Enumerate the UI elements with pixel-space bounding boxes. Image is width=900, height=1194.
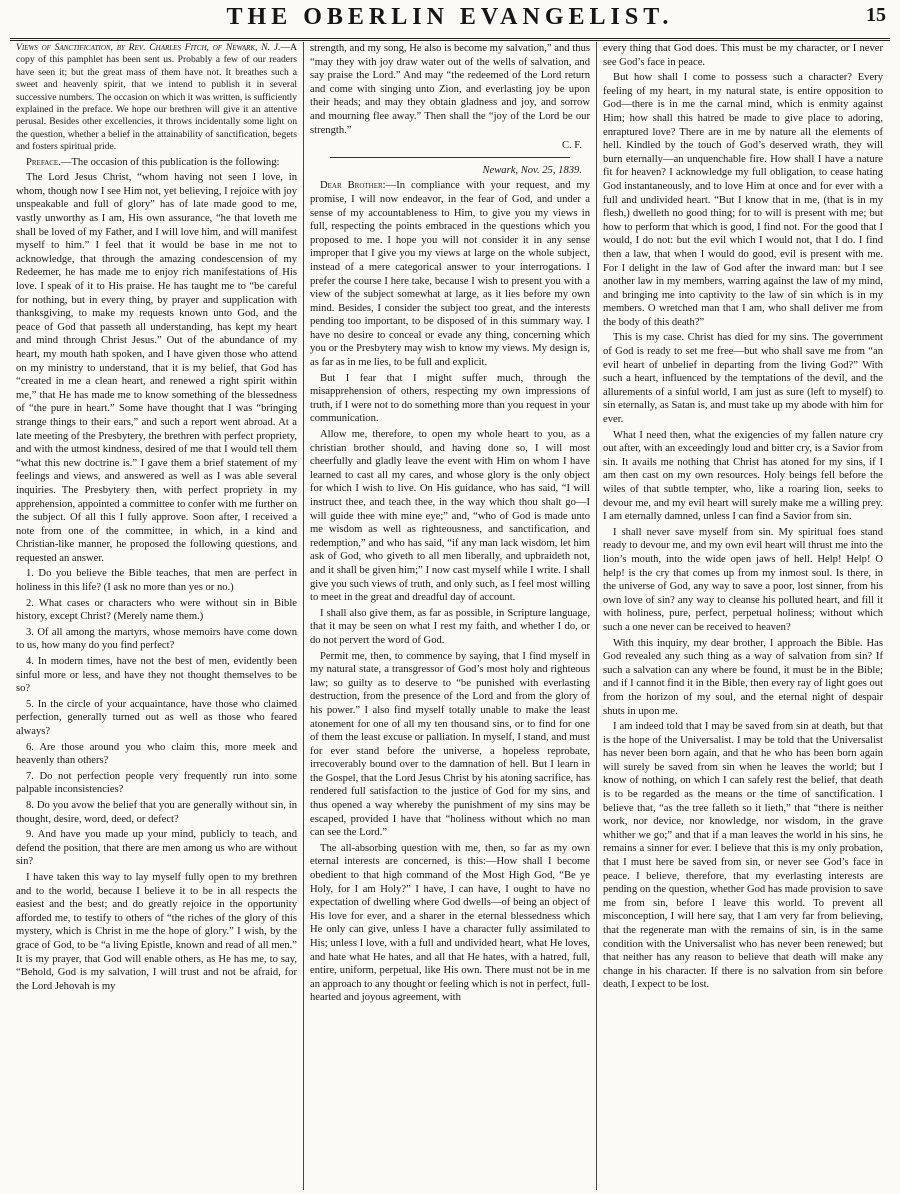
- question-item: 9. And have you made up your mind, publicly to teach, and defend the position, that there are men among us who are without sin?: [16, 829, 297, 868]
- question-item: 3. Of all among the martyrs, whose memoirs have come down to us, how many do you find perfect?: [16, 626, 297, 652]
- preface-heading: Preface.: [26, 156, 61, 168]
- letter-opening-text: —In compliance with your request, and my promise, I will now endeavor, in the fear of God, and under a sense of my accountableness to Him, to give you my views in full, respecting the points embraced in the questions which you proposed to me. I hope you will not consider it in any sense improper that I give you my views at large on the whole subject, instead of a mere categorical answer to your interrogations. I prefer the course I here take, because I wish to present you with a view of the subject somewhat at large, as it lies before my own mind. Besides, I consider the subject too great, and the interests pending too important, to be disposed of in this summary way. I have no desire to conceal or evade any thing, concerning which you or the Presbytery may wish to know my views. My design is, as far as in me lies, to be full and explicit.: [310, 180, 591, 369]
- question-item: 7. Do not perfection people very frequently run into some palpable inconsistencies?: [16, 770, 297, 796]
- letter-paragraph: The all-absorbing question with me, then, so far as my own eternal interests are concerned, is this:—How shall I become obedient to that high command of the Most High God, “Be ye Holy, for I am Holy?” I have, I can have, I ought to have no expectation of dwelling where God dwells—of being an object of His love for ever, and a sharer in the eternal blessedness which He only can give, unless I have a character fully assimilated to His; unless I love, with a full and undivided heart, what He loves, and hate what He hates, and all that He hates, with a hatred, full, entire, uniform, perpetual, like His own. There must not be in me an approach to any thought or feeling which is not in perfect, full-hearted and joyous agreement, with: [310, 842, 590, 1004]
- review-heading: Views of Sanctification, by Rev. Charles Fitch, of Newark, N. J.: [16, 42, 281, 53]
- letter-paragraph: I shall never save myself from sin. My spiritual foes stand ready to devour me, and my own evil heart will thrust me into the lion’s mouth, into the wide open jaws of hell. Help! Help! O help! is the cry that comes up from my inmost soul. Is there, in the universe of God, any way to save a poor, lost sinner, from his own love of sin? any way to cleanse his polluted heart, and fill it with holiness, pure, perfect, perpetual holiness; without which such a one never can be received to heaven?: [603, 526, 883, 633]
- letter-paragraph: With this inquiry, my dear brother, I approach the Bible. Has God revealed any such thing as a way of salvation from sin? If such a salvation can any where be found, it must be in the Bible; and if I cannot find it in the Bible, then every ray of light goes out from the horizon of my soul, and the eternal night of despair shuts in upon me.: [603, 637, 883, 717]
- masthead: [10, 0, 890, 41]
- page-number: 15: [866, 4, 886, 26]
- letter-salutation: Dear Brother:: [320, 180, 386, 192]
- signature: C. F.: [561, 140, 582, 152]
- letter-dateline: Newark, Nov. 25, 1839.: [482, 164, 582, 176]
- letter-paragraph: Permit me, then, to commence by saying, that I find myself in my natural state, a transgressor of God’s most holy and righteous law; so guilty as to deserve to “be punished with everlasting destruction, from the presence of the Lord and from the glory of his power.” I also find myself totally unable to make the least atonement for one of all my ten thousand sins, or to find for one of them the least excuse or palliation. In myself, I stand, and must for ever stand before the universe, a hopeless reprobate, irrecoverably bound over to the damnation of hell. But I learn in the Gospel, that the Lord Jesus Christ by his atoning sacrifice, has rendered full satisfaction to the justice of God for my sins, and thus opened a way whereby the punishment of my sins may be escaped, provided I have that “holiness without which no man can see the Lord.”: [310, 650, 590, 839]
- column-1: [10, 42, 303, 1190]
- letter-paragraph: But I fear that I might suffer much, through the misapprehension of others, respecting my own impressions of truth, if I were not to do something more than you request in your communication.: [310, 372, 590, 425]
- letter-opening: [310, 179, 590, 369]
- column-2: [303, 42, 596, 1190]
- question-item: 5. In the circle of your acquaintance, have those who claimed perfection, generally turned out as well as those who feared always?: [16, 698, 297, 737]
- letter-paragraph: every thing that God does. This must be my character, or I never see God’s face in peace.: [603, 43, 883, 68]
- preface-body: The Lord Jesus Christ, “whom having not seen I love, in whom, though now I see Him not, yet believing, I rejoice with joy unspeakable and full of glory” has of late made good to me, vastly unworthy as I am, His own assurance, “he that loveth me shall be loved of my Father, and I will love him, and will manifest myself to him.” I feel that it would be base in me not to acknowledge, that through the amazing condescension of my Redeemer, he has made me to enjoy rich manifestations of His love. I speak of it to His praise. He has taught me to “be careful for nothing, but in every thing, by prayer and supplication with thanksgiving, to make my requests known unto God, and the peace of God that passeth all understanding, has kept my heart and mind through Christ Jesus.” Out of the abundance of my heart, my mouth hath spoken, and I have given those who attend on my ministry to understand, that it is my belief, that God has “created in me a clean heart, and renewed a right spirit within me,” that He has made me to know something of the blessedness of “the pure in heart.” Some have thought that I was “bringing strange things to their ears,” and such a report went abroad. At a late meeting of the Presbytery, the brethren with perfect propriety, and with the utmost kindness, desired of me that I would tell them “what this new doctrine is.” I gave them a brief statement of my feelings and views, and answered as well as I was able several inquiries. The Presbytery then, with perfect propriety in my apprehension, appointed a committee to confer with me further on the subject. Of all this I fully approve. Soon after, I received a note from one of the committee, in which, in a kind and Christian-like manner, he proposed the following questions, and requested an answer.: [16, 172, 297, 564]
- preface-intro: [16, 156, 297, 170]
- section-divider: [330, 157, 570, 158]
- newspaper-title: THE OBERLIN EVANGELIST.: [226, 4, 674, 30]
- letter-paragraph: I shall also give them, as far as possible, in Scripture language, that it may be seen on what I rest my faith, and whether I do, or do not pervert the word of God.: [310, 607, 590, 646]
- article-columns: [10, 42, 890, 1190]
- preface-closing: I have taken this way to lay myself fully open to my brethren and to the world, because I believe it to be in all respects the easiest and the best; and do greatly rejoice in the opportunity afforded me, to testify to others of “the riches of the glory of this mystery, which is Christ in me the hope of glory.” I wish, by the grace of God, to be “a living Epistle, known and read of all men.” It is my prayer, that God will enable others, as He has me, to say, “Behold, God is my salvation, I will trust and not be afraid, for the Lord Jehovah is my: [16, 871, 297, 992]
- question-item: 1. Do you believe the Bible teaches, that men are perfect in holiness in this life? (I ask no more than yes or no.): [16, 568, 297, 594]
- preface-continuation: strength, and my song, He also is become my salvation,” and thus “may they with joy draw water out of the wells of salvation, and say praise the Lord.” And may “the redeemed of the Lord return and come with singing unto Zion, and everlasting joy be upon their heads; and may they obtain gladness and joy, and sorrow and mourning flee away.” Then shall the “joy of the Lord be our strength.”: [310, 43, 590, 136]
- review-notice: [16, 42, 297, 154]
- question-item: 6. Are those around you who claim this, more meek and heavenly than others?: [16, 741, 297, 767]
- letter-paragraph: I am indeed told that I may be saved from sin at death, but that is the hope of the Universalist. I may be told that the Universalist has never been born again, and that he who has been born again will surely be saved from sin when he leaves the world; but I know of nothing, on which I can safely rest the belief, that death is to be regarded as the means or the time of sanctification. I believe that, “as the tree falleth so it lieth,” that “there is neither work, nor device, nor knowledge, nor wisdom, in the grave whither we go;” and that if a man leaves the world in his sins, he remains a sinner for ever. I believe that this is my only probation, that I must here be saved from sin, or never see God’s face in peace. I believe, therefore, that my everlasting interests are pending on the question, whether God has made provision to save me from sin, before I leave this world. To prevent all misconception, I will here say, that I am very far from believing, that the regenerate man with the remains of sin, is in the same condition with the Universalist who has never been renewed; but that neither has any reason to believe that death will make any change in his character. If there is no salvation from sin before death, I expect to be lost.: [603, 721, 883, 991]
- letter-paragraph: What I need then, what the exigencies of my fallen nature cry out after, with an exceedingly loud and bitter cry, is a Savior from sin. It avails me nothing that Christ has atoned for my sins, if I am then cast on my own resources. Holy beings fell before the wiles of that subtle tempter, who, like a roaring lion, seeks to devour me, and my evil heart will surely make me a willing prey. I am eternally damned, unless I can find a Savior from sin.: [603, 429, 883, 523]
- letter-paragraph: Allow me, therefore, to open my whole heart to you, as a christian brother should, and having done so, I will most cheerfully and gladly leave the event with Him on whom I have learned to cast all my cares, and whose glory is the only object for which I wish to live. On His guidance, who has said, “I will instruct thee, and teach thee, in the way which thou shalt go—I will guide thee with mine eye;” and, “who of God is made unto me wisdom as well as righteousness, and sanctification, and redemption,” and who has said, “if any man lack wisdom, let him ask of God, who giveth to all men liberally, and upbraideth not, and it shall be given him;” I now cast myself while I write. I shall give you such views of truth, and only such, as I feel most willing to meet in the great and dreadful day of account.: [310, 429, 590, 604]
- review-text: —A copy of this pamphlet has been sent us. Probably a few of our readers have seen it; but the great mass of them have not. It breathes such a sweet and heavenly spirit, that we intend to publish it in several successive numbers. The occasion on which it was written, is sufficiently explained in the preface. We hope our brethren will give it an attentive perusal. Besides other excellencies, it throws incidentally some light on the question, whether a belief in the attainability of sanctification, begets and fosters spiritual pride.: [16, 42, 298, 153]
- question-item: 8. Do you avow the belief that you are generally without sin, in thought, desire, word, deed, or defect?: [16, 799, 297, 825]
- preface-intro-text: —The occasion of this publication is the following:: [60, 156, 280, 168]
- letter-paragraph: This is my case. Christ has died for my sins. The government of God is ready to set me free—but who shall save me from “an evil heart of unbelief in departing from the living God?” With such a heart, influenced by the temptations of the devil, and the allurements of a sinful world, I am just as sure (left to myself) to sin eternally, as Satan is, and must take up my abode with him for ever.: [603, 332, 883, 426]
- column-3: [596, 42, 889, 1190]
- question-item: 2. What cases or characters who were without sin in Bible history, except Christ? (Merely name them.): [16, 597, 297, 623]
- letter-paragraph: But how shall I come to possess such a character? Every feeling of my heart, in my natural state, is entire opposition to God—there is in me the carnal mind, which is enmity against Him; how shall this hatred be made to give place to adoring, enraptured love? There are in me by nature all the elements of hell. Kindled by the touch of God’s deserved wrath, they will burn eternally—an unquenchable fire. How shall I have a nature fit for heaven? I acknowledge my full obligation, to cease hating God instantaneously, and to love Him at once and for ever with a full and undivided heart. “But I know that in me, (that is in my flesh,) dwelleth no good thing; for to will is present with me; but how to perform that which is good, I find not. For the good that I would, I do not: but the evil which I would not, that I do. I find then a law, that when I would do good, evil is present with me. For I delight in the law of God after the inward man: but I see another law in my members, warring against the law of my mind, and bringing me into captivity to the law of sin which is in my members. O wretched man that I am, who shall deliver me from the body of this death?”: [603, 72, 883, 328]
- question-item: 4. In modern times, have not the best of men, evidently been sinful more or less, and have they not thought themselves to be so?: [16, 656, 297, 695]
